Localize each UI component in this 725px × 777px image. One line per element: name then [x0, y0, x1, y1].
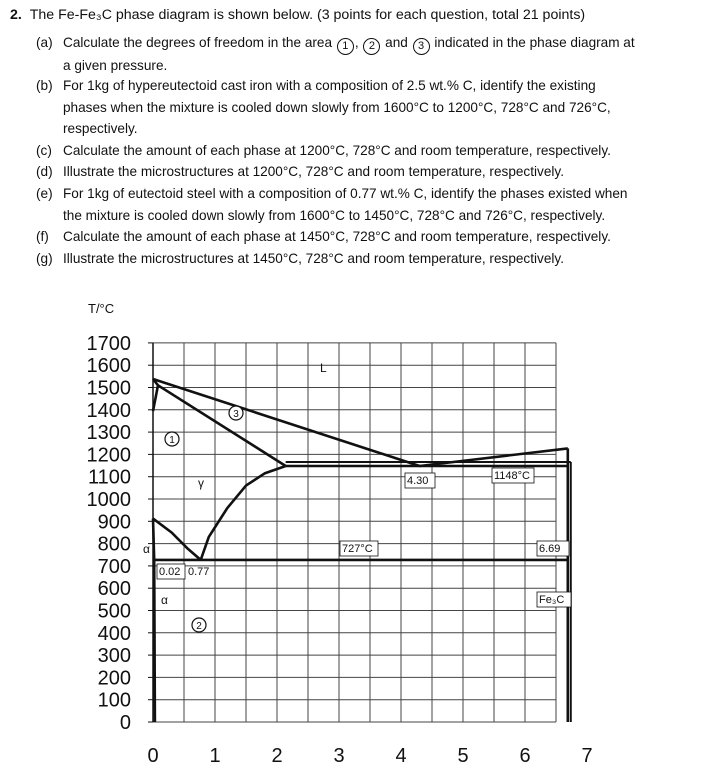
diagram-labels: [87, 301, 593, 767]
x-tick-label: 3: [333, 745, 345, 767]
boundary-alpha-solvus-top: [153, 519, 154, 560]
region-label-cementite: Fe₃C: [539, 594, 565, 606]
question-d-label: (d): [36, 164, 53, 179]
x-tick-label: 7: [581, 745, 593, 767]
y-tick-label: 600: [97, 578, 131, 601]
x-tick-label: 0: [147, 745, 159, 767]
boundary-acm-line: [201, 466, 286, 560]
boundary-alpha-solvus: [154, 560, 155, 722]
y-tick-label: 1500: [86, 377, 131, 400]
question-a-label: (a): [36, 35, 53, 50]
annotation-eutectic-comp: 4.30: [407, 475, 429, 487]
boundary-solidus: [158, 385, 286, 466]
question-e-label: (e): [36, 186, 53, 201]
y-tick-label: 800: [97, 533, 131, 556]
y-tick-label: 1100: [87, 466, 131, 489]
area-marker-1: 1: [169, 435, 175, 446]
y-tick-label: 400: [97, 622, 131, 645]
x-tick-label: 5: [457, 745, 469, 767]
question-number: 2.: [10, 7, 22, 23]
region-label-liquid: L: [320, 361, 327, 375]
y-tick-label: 1700: [86, 332, 131, 355]
question-b-label: (b): [36, 78, 53, 93]
area-marker-3: 3: [233, 409, 239, 420]
y-tick-label: 500: [97, 600, 131, 623]
region-label-alpha-upper: α: [143, 542, 150, 556]
annotation-eutectic-temp: 1148°C: [494, 470, 530, 482]
question-a-text: Calculate the degrees of freedom in the area 1 , 2 and 3 indicated in the phase diagram at a given pressure.: [63, 35, 635, 73]
y-tick-label: 1000: [86, 489, 131, 511]
y-tick-label: 100: [97, 689, 131, 712]
x-tick-label: 4: [395, 745, 407, 767]
annotation-eutectoid-temp: 727°C: [342, 543, 373, 555]
annotation-eutectoid-comp: 0.77: [188, 566, 210, 578]
boundary-liquidus-left: [153, 379, 420, 466]
region-label-alpha-lower: α: [161, 593, 168, 607]
y-tick-label: 1300: [86, 422, 131, 445]
question-f-label: (f): [36, 229, 49, 244]
annotation-alpha-max: 0.02: [159, 566, 181, 578]
area-2-marker: 2: [363, 38, 380, 55]
y-tick-label: 1600: [86, 355, 131, 378]
x-tick-label: 2: [271, 745, 283, 767]
annotation-cementite-comp: 6.69: [539, 543, 561, 555]
question-c-text: Calculate the amount of each phase at 1200°C, 728°C and room temperature, respectively.: [63, 143, 611, 158]
y-tick-label: 0: [119, 712, 131, 734]
boundary-a3-line: [153, 519, 201, 560]
question-c-label: (c): [36, 143, 52, 158]
question-d-text: Illustrate the microstructures at 1200°C, 728°C and room temperature, respectively.: [63, 164, 564, 179]
region-label-gamma: γ: [198, 476, 204, 490]
x-tick-label: 6: [519, 745, 531, 767]
area-1-marker: 1: [337, 38, 354, 55]
area-marker-2: 2: [196, 621, 202, 632]
question-g-text: Illustrate the microstructures at 1450°C, 728°C and room temperature, respectively.: [63, 251, 564, 266]
question-f-text: Calculate the amount of each phase at 1450°C, 728°C and room temperature, respectively.: [63, 229, 611, 244]
question-b-text: For 1kg of hypereutectoid cast iron with a composition of 2.5 wt.% C, identify the existing phases when the mixture is cooled down slowly from 1600°C to 1200°C, 728°C and 726°C, respectively.: [63, 78, 611, 136]
y-tick-label: 1400: [86, 399, 131, 422]
y-tick-label: 300: [97, 645, 131, 668]
question-g-label: (g): [36, 251, 53, 266]
y-axis-label: T/°C: [88, 301, 115, 316]
y-tick-label: 900: [97, 511, 131, 534]
y-tick-label: 200: [97, 667, 131, 690]
x-tick-label: 1: [209, 745, 221, 767]
question-e-text: For 1kg of eutectoid steel with a composition of 0.77 wt.% C, identify the phases existed when the mixture is cooled down slowly from 1600°C to 1450°C, 728°C and 726°C, respectively.: [63, 186, 628, 223]
question-title: The Fe-Fe₃C phase diagram is shown below. (3 points for each question, total 21 points): [29, 7, 586, 23]
area-3-marker: 3: [413, 38, 430, 55]
y-tick-label: 700: [97, 555, 131, 578]
y-tick-label: 1200: [86, 444, 131, 467]
